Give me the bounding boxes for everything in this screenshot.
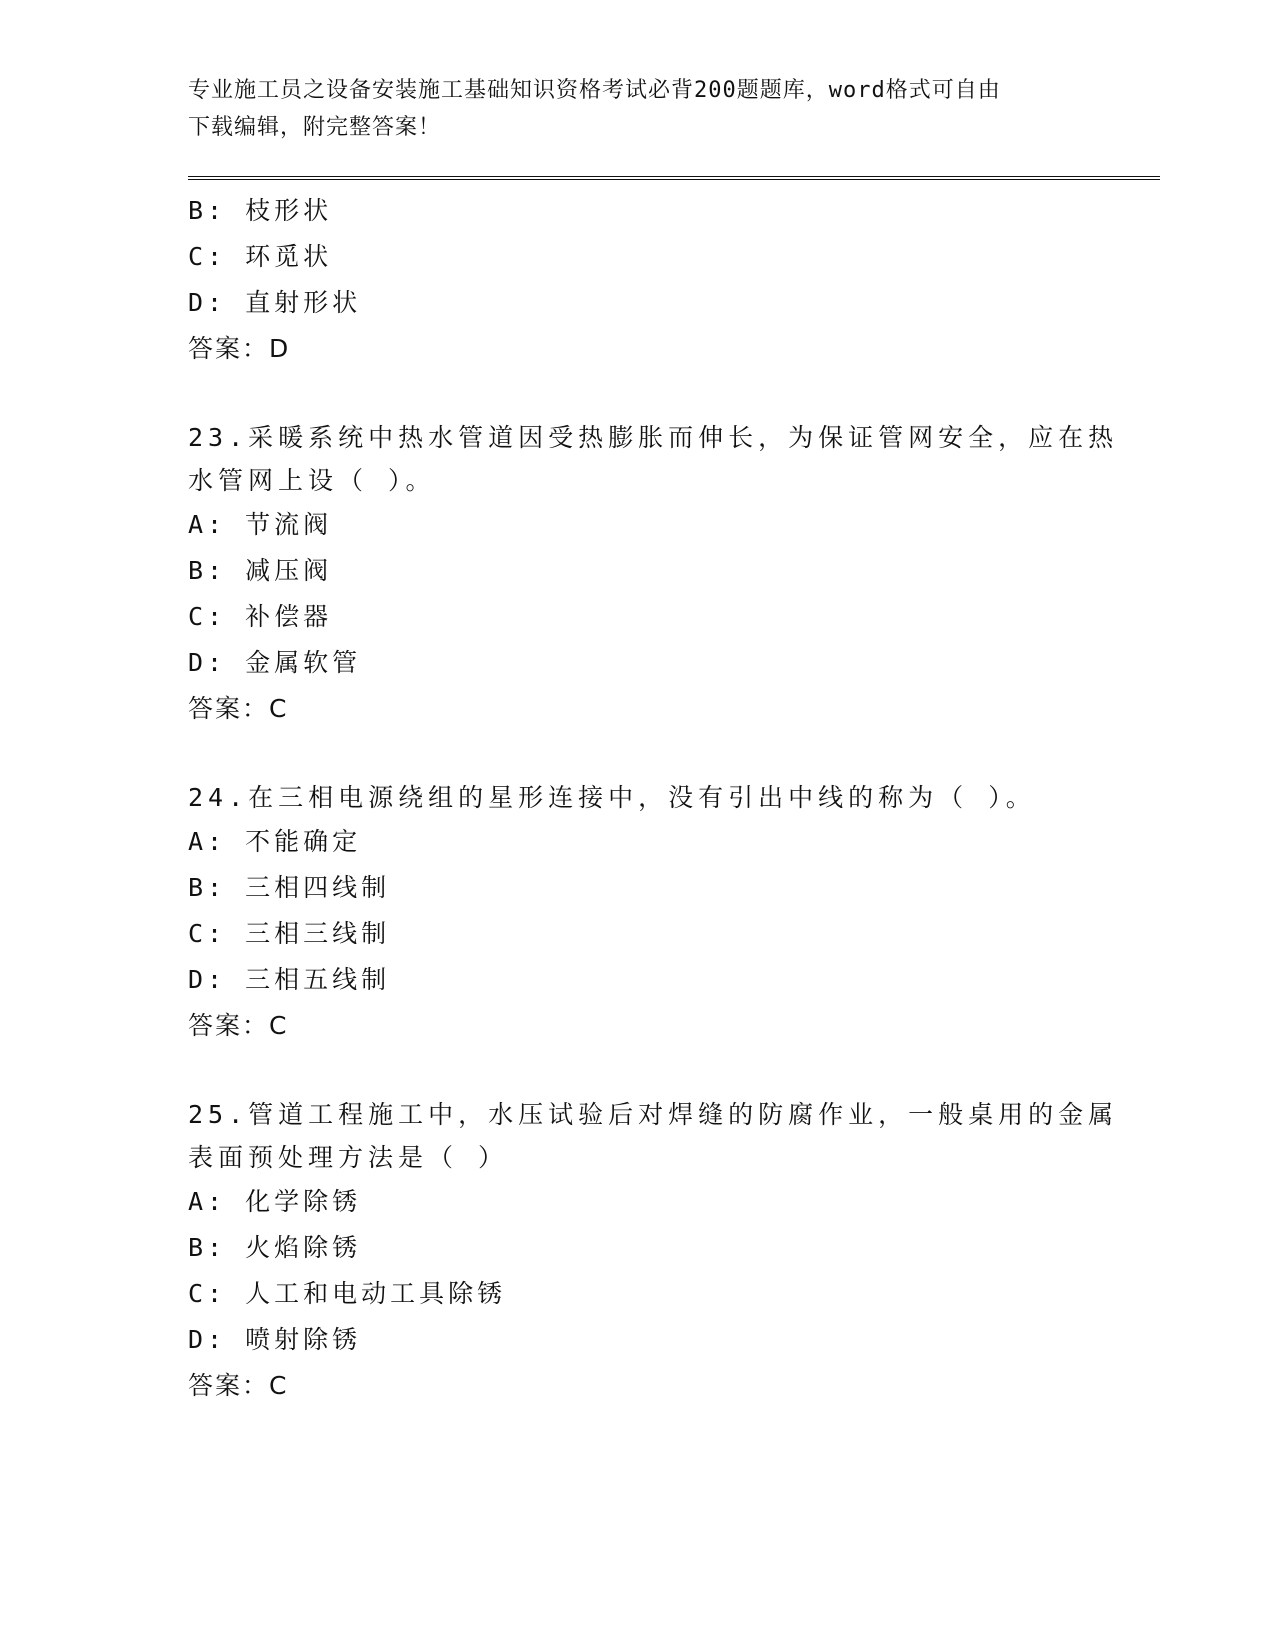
answer-text: 答案：C [188, 1011, 289, 1040]
option-b: B: 三相四线制 [188, 873, 391, 902]
option-b: B: 减压阀 [188, 556, 333, 585]
question-stem-line-2: 表面预处理方法是（ ） [188, 1143, 509, 1172]
document-header [188, 72, 1088, 146]
option-d: D: 三相五线制 [188, 965, 391, 994]
option-c: C: 补偿器 [188, 602, 333, 631]
answer-text: 答案：C [188, 1371, 289, 1400]
question-23 [188, 416, 1119, 732]
option-c: C: 环觅状 [188, 242, 333, 271]
answer-text: 答案：D [188, 334, 291, 363]
option-a: A: 不能确定 [188, 827, 362, 856]
answer-text: 答案：C [188, 694, 289, 723]
option-c: C: 人工和电动工具除锈 [188, 1279, 507, 1308]
question-25 [188, 1093, 1119, 1409]
question-24 [188, 776, 1088, 1049]
option-c: C: 三相三线制 [188, 919, 391, 948]
option-a: A: 节流阀 [188, 510, 333, 539]
option-b: B: 火焰除锈 [188, 1233, 362, 1262]
option-b: B: 枝形状 [188, 196, 333, 225]
option-d: D: 金属软管 [188, 648, 362, 677]
question-22-tail [188, 188, 1088, 372]
header-line-2: 下载编辑，附完整答案！ [188, 115, 442, 140]
question-stem-line-1: 25.管道工程施工中，水压试验后对焊缝的防腐作业，一般桌用的金属 [188, 1100, 1119, 1129]
question-stem-line-1: 23.采暖系统中热水管道因受热膨胀而伸长，为保证管网安全，应在热 [188, 423, 1119, 452]
header-divider [188, 176, 1160, 180]
option-d: D: 喷射除锈 [188, 1325, 362, 1354]
question-list [188, 188, 1119, 1409]
question-stem-line-1: 24.在三相电源绕组的星形连接中，没有引出中线的称为（ ）。 [188, 783, 1036, 812]
question-stem-line-2: 水管网上设（ ）。 [188, 466, 436, 495]
option-a: A: 化学除锈 [188, 1187, 362, 1216]
option-d: D: 直射形状 [188, 288, 362, 317]
header-line-1: 专业施工员之设备安装施工基础知识资格考试必背200题题库，word格式可自由 [188, 78, 1001, 103]
